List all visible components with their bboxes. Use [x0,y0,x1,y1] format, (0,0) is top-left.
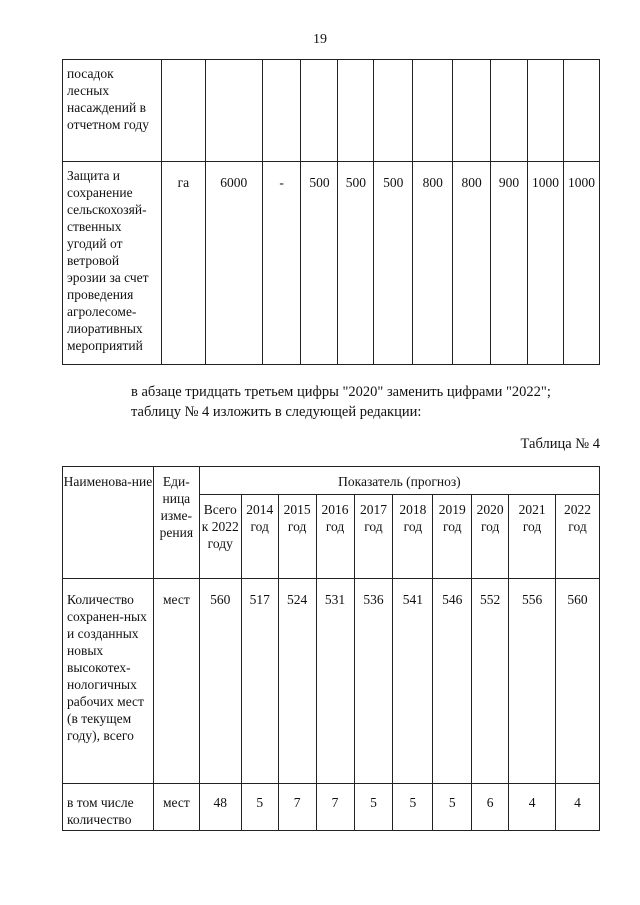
value-cell: - [262,162,301,365]
row-name: Количество сохранен-ных и созданных новых высокотех-нологичных рабочих мест (в текущем году), всего [63,579,154,784]
value-total: 560 [199,579,241,784]
header-col-year: 2022 год [556,495,600,579]
value-cell: 7 [316,784,354,831]
value-cell: 5 [354,784,393,831]
row-name: в том числе количество [63,784,154,831]
value-cell: 5 [433,784,472,831]
header-col-year: 2019 год [433,495,472,579]
value-cell: 5 [393,784,433,831]
header-col-year: 2021 год [509,495,556,579]
header-col-year: 2014 год [241,495,278,579]
indicator-table-continued [62,59,600,365]
value-cell: 800 [413,162,453,365]
header-name: Наименова-ние [63,467,154,579]
value-cell: 7 [278,784,316,831]
header-col-year: 2017 год [354,495,393,579]
value-cell: 552 [472,579,509,784]
value-cell: 500 [338,162,374,365]
value-cell: 900 [491,162,528,365]
row-name: посадок лесных насаждений в отчетном году [63,60,162,162]
page-number: 19 [313,32,327,47]
value-cell: 4 [509,784,556,831]
table-caption: Таблица № 4 [520,436,600,452]
header-row [63,467,600,495]
table-row [63,784,600,831]
value-total: 6000 [205,162,262,365]
value-cell: 546 [433,579,472,784]
value-cell: 5 [241,784,278,831]
value-cell: 524 [278,579,316,784]
table-row [63,60,600,162]
value-cell: 4 [556,784,600,831]
row-unit: мест [153,579,199,784]
header-col-year: 2015 год [278,495,316,579]
value-cell: 6 [472,784,509,831]
value-cell: 500 [374,162,413,365]
row-unit: га [161,162,205,365]
header-col-total: Всего к 2022 году [199,495,241,579]
header-col-year: 2016 год [316,495,354,579]
header-col-year: 2018 год [393,495,433,579]
value-cell: 560 [556,579,600,784]
value-cell: 541 [393,579,433,784]
value-cell: 531 [316,579,354,784]
amendment-line-2: таблицу № 4 изложить в следующей редакции: [131,404,422,420]
row-name: Защита и сохранение сельскохозяй-ственных угодий от ветровой эрозии за счет проведения агролесоме-лиоративных мероприятий [63,162,162,365]
row-unit [161,60,205,162]
table-row [63,579,600,784]
value-cell: 517 [241,579,278,784]
value-cell: 536 [354,579,393,784]
header-col-year: 2020 год [472,495,509,579]
amendment-line-1: в абзаце тридцать третьем цифры "2020" заменить цифрами "2022"; [131,384,551,400]
value-cell: 500 [301,162,338,365]
value-total: 48 [199,784,241,831]
header-unit: Еди-ница изме-рения [153,467,199,579]
value-cell: 1000 [527,162,563,365]
value-cell: 800 [453,162,491,365]
indicator-table-4 [62,466,600,831]
header-group: Показатель (прогноз) [199,467,599,495]
value-cell: 556 [509,579,556,784]
value-cell: 1000 [563,162,599,365]
row-unit: мест [153,784,199,831]
table-row [63,162,600,365]
